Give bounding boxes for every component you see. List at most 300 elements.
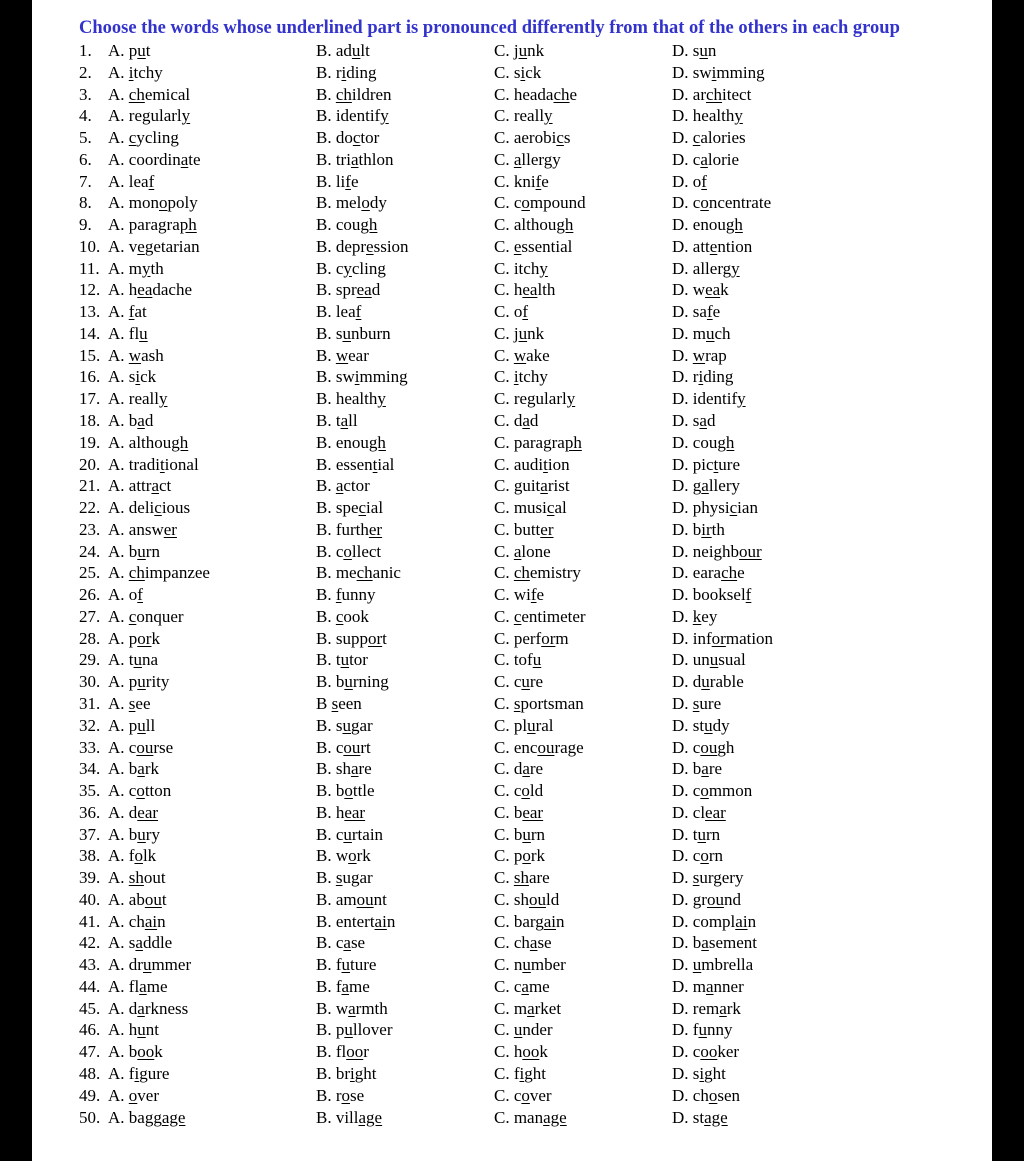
- word-part: ght: [524, 1063, 546, 1083]
- word-part: C.: [494, 149, 514, 169]
- option-d: [672, 323, 731, 345]
- question-number: 16.: [79, 367, 101, 387]
- option-c: [494, 105, 553, 127]
- underlined-part: u: [697, 824, 706, 844]
- option-c: [494, 301, 528, 323]
- question-number: 21.: [79, 476, 101, 496]
- underlined-part: o: [700, 193, 709, 213]
- underlined-part: ch: [553, 84, 570, 104]
- word-part: rn: [708, 846, 723, 866]
- word-part: ld: [545, 889, 560, 909]
- question-row: [32, 802, 992, 824]
- question-row: [32, 410, 992, 432]
- underlined-part: gh: [717, 432, 735, 452]
- word-part: urgery: [699, 868, 744, 888]
- underlined-part: oo: [346, 1042, 364, 1062]
- underlined-part: sh: [128, 868, 144, 888]
- option-d: [672, 1041, 739, 1063]
- word-part: C.: [494, 345, 514, 365]
- option-c: [494, 758, 543, 780]
- underlined-part: ai: [543, 911, 557, 931]
- option-a: [108, 301, 147, 323]
- word-part: D. st: [672, 1107, 705, 1127]
- option-b: [316, 737, 371, 759]
- word-part: rse: [153, 737, 174, 757]
- word-part: B. f: [316, 955, 342, 975]
- question-row: [32, 845, 992, 867]
- underlined-part: o: [159, 193, 168, 213]
- word-part: A. b: [108, 759, 138, 779]
- word-part: B. furth: [316, 519, 369, 539]
- underlined-part: ou: [136, 737, 154, 757]
- word-part: th: [150, 258, 164, 278]
- underlined-part: f: [355, 302, 362, 322]
- word-part: llover: [352, 1020, 393, 1040]
- option-d: [672, 236, 752, 258]
- option-a: [108, 889, 167, 911]
- word-part: thlon: [358, 149, 394, 169]
- word-part: C. j: [494, 41, 519, 60]
- underlined-part: u: [137, 1020, 146, 1040]
- word-part: ck: [140, 367, 157, 387]
- option-d: [672, 758, 722, 780]
- word-part: D.: [672, 345, 693, 365]
- option-d: [672, 497, 758, 519]
- option-c: [494, 366, 548, 388]
- underlined-part: t: [543, 454, 548, 474]
- word-part: D. f: [672, 1020, 699, 1040]
- option-a: [108, 541, 160, 563]
- underlined-part: u: [342, 323, 351, 343]
- option-c: [494, 867, 550, 889]
- underlined-part: w: [335, 345, 349, 365]
- word-part: C. d: [494, 411, 523, 431]
- underlined-part: ir: [701, 519, 712, 539]
- underlined-part: c: [513, 606, 522, 626]
- underlined-part: ea: [705, 280, 721, 300]
- option-d: [672, 366, 733, 388]
- option-c: [494, 214, 573, 236]
- underlined-part: a: [719, 998, 727, 1018]
- underlined-part: er: [368, 519, 383, 539]
- word-part: ial: [377, 454, 395, 474]
- underlined-part: gh: [725, 215, 743, 235]
- question-row: [32, 606, 992, 628]
- option-b: [316, 562, 401, 584]
- word-part: entimeter: [521, 606, 586, 626]
- word-part: B. w: [316, 846, 349, 866]
- option-d: [672, 998, 741, 1020]
- underlined-part: o: [521, 1085, 530, 1105]
- word-part: tton: [144, 781, 172, 801]
- option-c: [494, 671, 543, 693]
- word-part: C. reall: [494, 106, 545, 126]
- word-part: lk: [142, 846, 157, 866]
- question-number: 34.: [79, 759, 101, 779]
- underlined-part: o: [344, 781, 353, 801]
- option-a: [108, 214, 197, 236]
- question-number: 20.: [79, 454, 101, 474]
- underlined-part: ea: [356, 280, 372, 300]
- question-row: [32, 301, 992, 323]
- option-c: [494, 127, 571, 149]
- word-part: e: [541, 171, 549, 191]
- word-part: out: [143, 868, 166, 888]
- option-d: [672, 867, 743, 889]
- word-part: ear: [348, 345, 369, 365]
- word-part: D. c: [672, 737, 701, 757]
- option-b: [316, 649, 368, 671]
- word-part: D. ar: [672, 84, 706, 104]
- option-d: [672, 279, 729, 301]
- option-d: [672, 715, 730, 737]
- word-part: D. enou: [672, 215, 726, 235]
- underlined-part: o: [136, 781, 145, 801]
- underlined-part: u: [709, 650, 719, 670]
- underlined-part: u: [340, 650, 350, 670]
- question-row: [32, 758, 992, 780]
- word-part: D. d: [672, 672, 702, 692]
- underlined-part: gh: [368, 432, 386, 452]
- word-part: D. w: [672, 280, 706, 300]
- question-number: 37.: [79, 824, 101, 844]
- word-part: B. sh: [316, 759, 351, 779]
- word-part: ake: [526, 345, 550, 365]
- option-c: [494, 541, 551, 563]
- underlined-part: f: [148, 171, 155, 191]
- underlined-part: u: [342, 715, 351, 735]
- option-b: [316, 279, 380, 301]
- question-number: 38.: [79, 846, 101, 866]
- underlined-part: c: [546, 498, 555, 518]
- word-part: D. booksel: [672, 585, 746, 605]
- word-part: C. aerobi: [494, 128, 557, 148]
- question-row: [32, 737, 992, 759]
- question-number: 41.: [79, 911, 101, 931]
- underlined-part: ear: [705, 802, 726, 822]
- option-a: [108, 562, 210, 584]
- word-part: sement: [708, 933, 757, 953]
- option-c: [494, 454, 570, 476]
- word-part: B. f: [316, 976, 342, 996]
- word-part: B. supp: [316, 628, 368, 648]
- word-part: C. tof: [494, 650, 533, 670]
- option-a: [108, 279, 192, 301]
- question-row: [32, 432, 992, 454]
- word-part: D. s: [672, 1063, 700, 1083]
- question-row: [32, 214, 992, 236]
- option-a: [108, 1085, 159, 1107]
- underlined-part: a: [137, 759, 145, 779]
- word-part: A.: [108, 868, 129, 888]
- option-d: [672, 410, 715, 432]
- word-part: nt: [145, 1020, 160, 1040]
- word-part: tchy: [133, 62, 163, 82]
- word-part: C. n: [494, 955, 523, 975]
- word-part: rage: [554, 737, 584, 757]
- option-c: [494, 649, 541, 671]
- option-c: [494, 192, 586, 214]
- word-part: tchy: [518, 367, 548, 387]
- option-b: [316, 628, 387, 650]
- underlined-part: i: [354, 367, 360, 387]
- underlined-part: u: [522, 824, 531, 844]
- word-part: D. m: [672, 976, 706, 996]
- word-part: C. b: [494, 802, 523, 822]
- word-part: D. c: [672, 781, 701, 801]
- word-part: me: [146, 976, 168, 996]
- option-c: [494, 998, 561, 1020]
- option-a: [108, 1019, 159, 1041]
- option-c: [494, 954, 566, 976]
- word-part: rn: [706, 824, 721, 844]
- option-a: [108, 802, 158, 824]
- word-part: D. rem: [672, 998, 720, 1018]
- underlined-part: our: [739, 541, 762, 561]
- option-c: [494, 388, 575, 410]
- word-part: A. h: [108, 1020, 138, 1040]
- underlined-part: age: [704, 1107, 728, 1127]
- word-part: ycling: [136, 128, 179, 148]
- question-number: 30.: [79, 672, 101, 692]
- underlined-part: i: [699, 1063, 705, 1083]
- option-b: [316, 258, 386, 280]
- word-part: C. c: [494, 193, 522, 213]
- underlined-part: u: [518, 41, 528, 60]
- option-c: [494, 519, 554, 541]
- question-row: [32, 889, 992, 911]
- word-part: mmon: [708, 781, 753, 801]
- option-b: [316, 954, 376, 976]
- word-part: ial: [366, 498, 384, 518]
- question-row: [32, 345, 992, 367]
- option-c: [494, 258, 548, 280]
- option-c: [494, 1041, 548, 1063]
- word-part: rity: [145, 672, 170, 692]
- option-c: [494, 1085, 552, 1107]
- question-row: [32, 171, 992, 193]
- underlined-part: u: [344, 672, 353, 692]
- word-part: nt: [373, 889, 387, 909]
- question-row: [32, 628, 992, 650]
- word-part: B. c: [316, 541, 344, 561]
- word-part: D. s: [672, 41, 700, 60]
- word-part: D. c: [672, 149, 701, 169]
- word-part: C.: [494, 868, 514, 888]
- option-d: [672, 149, 739, 171]
- option-b: [316, 171, 359, 193]
- option-d: [672, 40, 716, 62]
- question-row: [32, 649, 992, 671]
- word-part: A. fl: [108, 323, 140, 343]
- option-c: [494, 584, 544, 606]
- underlined-part: ph: [564, 432, 582, 452]
- underlined-part: a: [137, 411, 145, 431]
- word-part: A. f: [108, 846, 135, 866]
- word-part: A. d: [108, 998, 138, 1018]
- underlined-part: f: [128, 302, 135, 322]
- option-b: [316, 236, 409, 258]
- underlined-part: er: [163, 519, 177, 539]
- question-row: [32, 932, 992, 954]
- option-b: [316, 454, 394, 476]
- word-part: k: [720, 280, 729, 300]
- word-part: re: [708, 759, 723, 779]
- word-part: gh: [717, 737, 735, 757]
- option-c: [494, 606, 586, 628]
- underlined-part: c: [128, 128, 137, 148]
- option-d: [672, 105, 743, 127]
- word-part: e: [712, 302, 721, 322]
- underlined-part: a: [699, 411, 707, 431]
- word-part: ll: [348, 411, 358, 431]
- underlined-part: u: [341, 955, 350, 975]
- word-part: D. allerg: [672, 258, 732, 278]
- option-a: [108, 388, 167, 410]
- word-part: B. fl: [316, 1042, 347, 1062]
- word-part: me: [349, 976, 370, 996]
- word-part: D. health: [672, 106, 735, 126]
- option-c: [494, 911, 565, 933]
- option-c: [494, 976, 550, 998]
- underlined-part: i: [520, 62, 526, 82]
- option-b: [316, 584, 376, 606]
- option-b: [316, 410, 358, 432]
- option-c: [494, 889, 559, 911]
- word-part: A. c: [108, 737, 137, 757]
- question-number: 11.: [79, 258, 100, 278]
- word-part: D. pic: [672, 454, 714, 474]
- word-part: n: [747, 911, 757, 931]
- word-part: A.: [108, 1085, 129, 1105]
- option-d: [672, 345, 727, 367]
- question-row: [32, 954, 992, 976]
- word-part: C. althou: [494, 215, 557, 235]
- option-b: [316, 780, 375, 802]
- word-part: A. s: [108, 367, 136, 387]
- option-b: [316, 541, 381, 563]
- word-part: B. ad: [316, 41, 352, 60]
- word-part: A. fl: [108, 976, 140, 996]
- underlined-part: sh: [513, 868, 529, 888]
- underlined-part: c: [358, 498, 367, 518]
- underlined-part: s: [692, 693, 700, 713]
- word-part: A. reall: [108, 389, 159, 409]
- word-part: A. p: [108, 715, 138, 735]
- underlined-part: w: [692, 345, 706, 365]
- option-a: [108, 454, 199, 476]
- word-part: A. ab: [108, 889, 145, 909]
- option-c: [494, 475, 570, 497]
- word-part: rt: [360, 737, 371, 757]
- word-part: lth: [537, 280, 556, 300]
- question-number: 19.: [79, 432, 101, 452]
- underlined-part: ear: [522, 802, 544, 822]
- word-part: ct: [158, 476, 172, 496]
- word-part: sual: [718, 650, 746, 670]
- option-d: [672, 541, 762, 563]
- word-part: B. tri: [316, 149, 351, 169]
- word-part: rk: [356, 846, 371, 866]
- word-part: ey: [701, 606, 718, 626]
- underlined-part: u: [706, 323, 715, 343]
- option-a: [108, 105, 190, 127]
- underlined-part: a: [513, 149, 522, 169]
- word-part: impanzee: [144, 563, 210, 583]
- word-part: k: [154, 1042, 163, 1062]
- word-part: B. lea: [316, 302, 356, 322]
- word-part: rable: [709, 672, 744, 692]
- word-part: ncentrate: [708, 193, 772, 213]
- underlined-part: a: [701, 933, 709, 953]
- word-part: D. physi: [672, 498, 730, 518]
- word-part: mpound: [529, 193, 586, 213]
- word-part: B.: [316, 585, 336, 605]
- word-part: B.: [316, 868, 336, 888]
- word-part: D. sa: [672, 302, 707, 322]
- word-part: A. regularl: [108, 106, 182, 126]
- underlined-part: f: [530, 585, 537, 605]
- word-part: tor: [349, 650, 368, 670]
- word-part: D. t: [672, 824, 698, 844]
- underlined-part: a: [513, 541, 522, 561]
- word-part: A. coordin: [108, 149, 181, 169]
- option-b: [316, 606, 369, 628]
- word-part: D. sw: [672, 62, 712, 82]
- option-b: [316, 127, 379, 149]
- word-part: n: [556, 911, 565, 931]
- word-part: ian: [737, 498, 758, 518]
- question-row: [32, 541, 992, 563]
- question-number: 18.: [79, 411, 101, 431]
- worksheet-title: Choose the words whose underlined part is pronounced differently from that of the others in each group: [79, 18, 900, 38]
- word-part: B. vill: [316, 1107, 359, 1127]
- underlined-part: s: [692, 868, 700, 888]
- underlined-part: k: [692, 606, 702, 626]
- word-part: C. itch: [494, 258, 540, 278]
- word-part: d: [371, 280, 381, 300]
- option-d: [672, 214, 743, 236]
- underlined-part: a: [701, 476, 709, 496]
- word-part: D. m: [672, 323, 706, 343]
- word-part: B.: [316, 345, 336, 365]
- word-part: are: [528, 868, 550, 888]
- word-part: A. f: [108, 1063, 135, 1083]
- word-part: ildren: [351, 84, 392, 104]
- word-part: lorie: [707, 149, 740, 169]
- question-row: [32, 279, 992, 301]
- word-part: D. b: [672, 759, 702, 779]
- question-row: [32, 1019, 992, 1041]
- word-part: onquer: [136, 606, 184, 626]
- word-part: ld: [529, 781, 544, 801]
- underlined-part: ear: [137, 802, 159, 822]
- underlined-part: ou: [706, 889, 724, 909]
- question-number: 24.: [79, 541, 101, 561]
- word-part: te: [188, 149, 201, 169]
- word-part: n: [707, 41, 717, 60]
- option-b: [316, 301, 361, 323]
- word-part: C. h: [494, 280, 523, 300]
- word-part: D. g: [672, 476, 702, 496]
- word-part: C.: [494, 1020, 514, 1040]
- word-part: D. neighb: [672, 541, 740, 561]
- question-row: [32, 1107, 992, 1129]
- underlined-part: o: [700, 846, 709, 866]
- word-part: C. d: [494, 759, 523, 779]
- word-part: nk: [527, 41, 545, 60]
- question-row: [32, 584, 992, 606]
